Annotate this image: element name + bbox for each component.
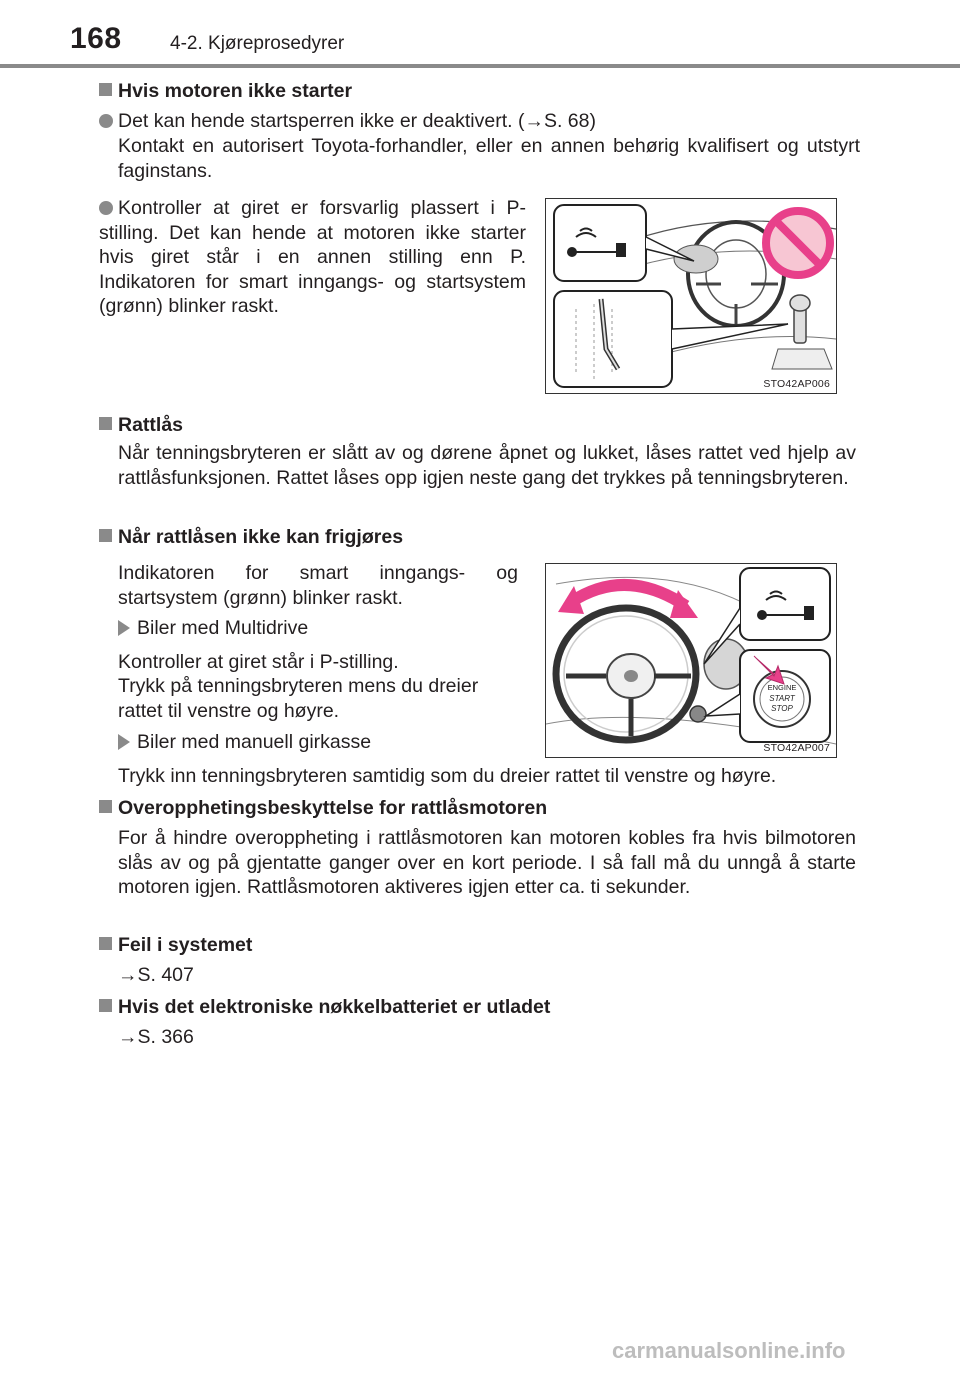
contact-dealer-text: Kontakt en autorisert Toyota-forhandler, eller en annen behørig kvalifisert og utstyrt faginstans. [118,135,860,182]
figure-code: STO42AP007 [763,742,830,754]
square-bullet-icon [99,937,112,950]
section-heading-lock-release: Når rattlåsen ikke kan frigjøres [99,526,403,549]
square-bullet-icon [99,800,112,813]
square-bullet-icon [99,529,112,542]
bullet-immobilizer: Det kan hende startsperren ikke er deaktivert. (→S. 68) [99,109,859,134]
dashboard-shift-illustration [546,199,836,393]
section-heading-engine-not-starting: Hvis motoren ikke starter [99,80,352,103]
circle-bullet-icon [99,114,113,128]
multidrive-check-text: Kontroller at giret står i P-stilling. [118,651,399,673]
key-battery-ref: →S. 366 [118,1026,194,1048]
triangle-bullet-icon [118,734,130,750]
square-bullet-icon [99,83,112,96]
button-label-start: START [769,694,795,703]
figure-steering-turn [545,563,837,758]
button-label-stop: STOP [771,704,793,713]
section-heading-steering-lock: Rattlås [99,414,183,437]
watermark: carmanualsonline.info [612,1338,846,1363]
page-header [0,0,960,70]
section-heading-system-fault: Feil i systemet [99,934,252,957]
section-heading-overheat: Overopphetingsbeskyttelse for rattlåsmotoren [99,797,547,820]
manual-press-text: Trykk inn tenningsbryteren samtidig som du dreier rattet til venstre og høyre. [118,765,777,787]
sub-label-manual: Biler med manuell girkasse [118,730,518,755]
section-heading-key-battery: Hvis det elektroniske nøkkelbatteriet er utladet [99,996,550,1019]
page-number: 168 [70,22,122,55]
button-label-engine: ENGINE [767,683,797,692]
overheat-text: For å hindre overoppheting i rattlåsmotoren kan motoren kobles fra hvis bilmotoren slås av og på gjentatte ganger over en kort periode. I så fall må du unngå å starte motoren igjen. Rattlåsmotoren aktiveres igjen etter ca. ti sekunder. [118,827,856,898]
lock-release-intro: Indikatoren for smart inngangs- og startsystem (grønn) blinker raskt. [118,562,518,609]
chapter-title: 4-2. Kjøreprosedyrer [170,33,345,54]
header-rule [0,64,960,68]
steering-wheel-illustration [546,564,836,757]
circle-bullet-icon [99,201,113,215]
square-bullet-icon [99,417,112,430]
sub-label-multidrive: Biler med Multidrive [118,616,518,641]
triangle-bullet-icon [118,620,130,636]
bullet-shift-position: Kontroller at giret er forsvarlig plassert i P-stilling. Det kan hende at motoren ikke starter hvis giret står i en annen stilling enn P. Indikatoren for smart inngangs- og startsystem (grønn) blinker raskt. [99,197,526,317]
square-bullet-icon [99,999,112,1012]
steering-lock-text: Når tenningsbryteren er slått av og dørene åpnet og lukket, låses rattet ved hjelp av rattlåsfunksjonen. Rattet låses opp igjen neste gang det trykkes på tenningsbryteren. [118,442,856,489]
multidrive-press-text: Trykk på tenningsbryteren mens du dreier rattet til venstre og høyre. [118,675,479,722]
figure-shift-lever-indicator [545,198,837,394]
system-fault-ref: →S. 407 [118,964,194,986]
figure-code: STO42AP006 [763,378,830,390]
